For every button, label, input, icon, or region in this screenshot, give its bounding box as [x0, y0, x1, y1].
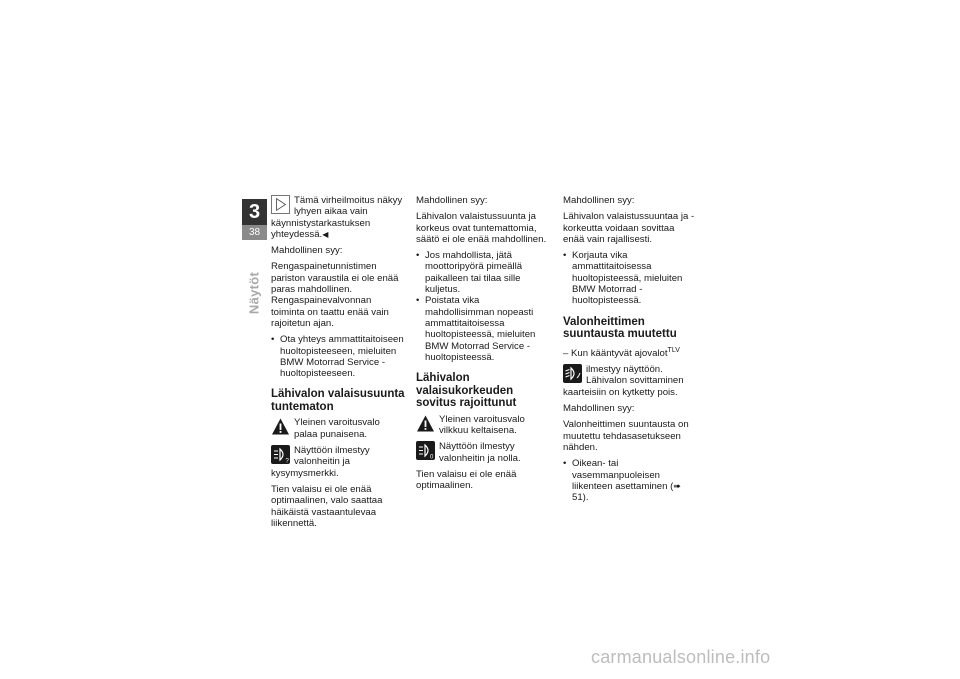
svg-text:0: 0 [430, 454, 434, 461]
section-heading: Lähivalon valaisukorkeuden sovitus rajoittunut [416, 372, 517, 410]
action-list [271, 334, 405, 379]
side-section-label: Näytöt [246, 271, 262, 315]
page-number: 38 [242, 225, 267, 240]
display-paragraph: ? Näyttöön ilmestyy valonheitin ja kysymysmerkki. [271, 445, 370, 479]
chapter-number: 3 [242, 199, 267, 225]
page-reference-arrow-icon: ➠ [673, 480, 681, 491]
play-triangle-icon [271, 195, 290, 214]
intro-paragraph: Tämä virheilmoitus näkyy lyhyen aikaa vain käynnistystarkastuksen yhteydessä.◀ [271, 195, 403, 240]
column-2 [416, 195, 550, 496]
list-item: • Poistata vika mahdollisimman nopeasti ammattitaitoisessa huoltopisteessä, mieluiten BMW Motorrad Service -huoltopisteessä. [416, 295, 550, 363]
cause-text: Rengaspainetunnistimen pariston varaustila ei ole enää paras mahdollinen. Rengaspainevalvonnan toiminta on taattu enää vain rajoitetun ajan. [271, 261, 399, 329]
action-list [416, 250, 550, 363]
closing-text: Tien valaisu ei ole enää optimaalinen, valo saattaa häikäistä vastaantulevaa liikennettä. [271, 483, 383, 529]
action-list [563, 250, 697, 306]
section-heading: Valonheittimen suuntausta muutettu [563, 315, 677, 341]
list-item: • Jos mahdollista, jätä moottoripyörä pimeällä paikalleen tai tilaa sille kuljetus. [416, 250, 550, 295]
condition-text: – Kun kääntyvät ajovalot$^{TLV}$ [563, 346, 680, 359]
list-item: • Oikean- tai vasemmanpuoleisen liikenteen asettaminen (➠ 51). [563, 458, 697, 503]
warning-triangle-icon [416, 414, 435, 433]
tlv-superscript: TLV [667, 346, 680, 354]
list-item: • Korjauta vika ammattitaitoisessa huoltopisteessä, mieluiten BMW Motorrad -huoltopisteessä. [563, 250, 697, 306]
action-list [563, 458, 697, 503]
column-3 [563, 195, 697, 508]
cause-label: Mahdollinen syy: [563, 195, 635, 206]
headlight-question-icon [271, 445, 290, 464]
display-paragraph: 0 Näyttöön ilmestyy valonheitin ja nolla. [416, 441, 550, 464]
cause-label: Mahdollinen syy: [271, 245, 343, 257]
column-1 [271, 195, 405, 534]
headlight-zero-icon [416, 441, 435, 460]
cause-text: Valonheittimen suuntausta on muutettu tehdasasetukseen nähden. [563, 419, 689, 453]
warning-paragraph: Yleinen varoitusvalo palaa punaisena. [271, 417, 405, 440]
page-reference-link[interactable]: 51). [572, 492, 589, 504]
list-item: • Ota yhteys ammattitaitoiseen huoltopisteeseen, mieluiten BMW Motorrad Service -huoltopisteeseen. [271, 334, 405, 379]
cause-text: Lähivalon valaistussuunta ja korkeus ovat tuntemattomia, säätö ei ole enää mahdollinen. [416, 211, 547, 245]
watermark-text: carmanualsonline.info [591, 647, 771, 667]
section-heading: Lähivalon valaisusuunta tuntematon [271, 388, 405, 413]
svg-text:?: ? [285, 458, 289, 465]
end-mark-icon: ◀ [322, 229, 329, 239]
cause-label: Mahdollinen syy: [416, 195, 488, 206]
cause-text: Lähivalon valaistussuuntaa ja -korkeutta voidaan sovittaa enää vain rajallisesti. [563, 211, 695, 245]
display-paragraph: ilmestyy näyttöön. Lähivalon sovittaminen kaarteisiin on kytketty pois. [563, 364, 684, 398]
cornering-light-icon [563, 364, 582, 383]
warning-paragraph: Yleinen varoitusvalo vilkkuu keltaisena. [416, 414, 550, 437]
cause-label: Mahdollinen syy: [563, 403, 635, 415]
closing-text: Tien valaisu ei ole enää optimaalinen. [416, 468, 517, 492]
warning-triangle-icon [271, 417, 290, 436]
